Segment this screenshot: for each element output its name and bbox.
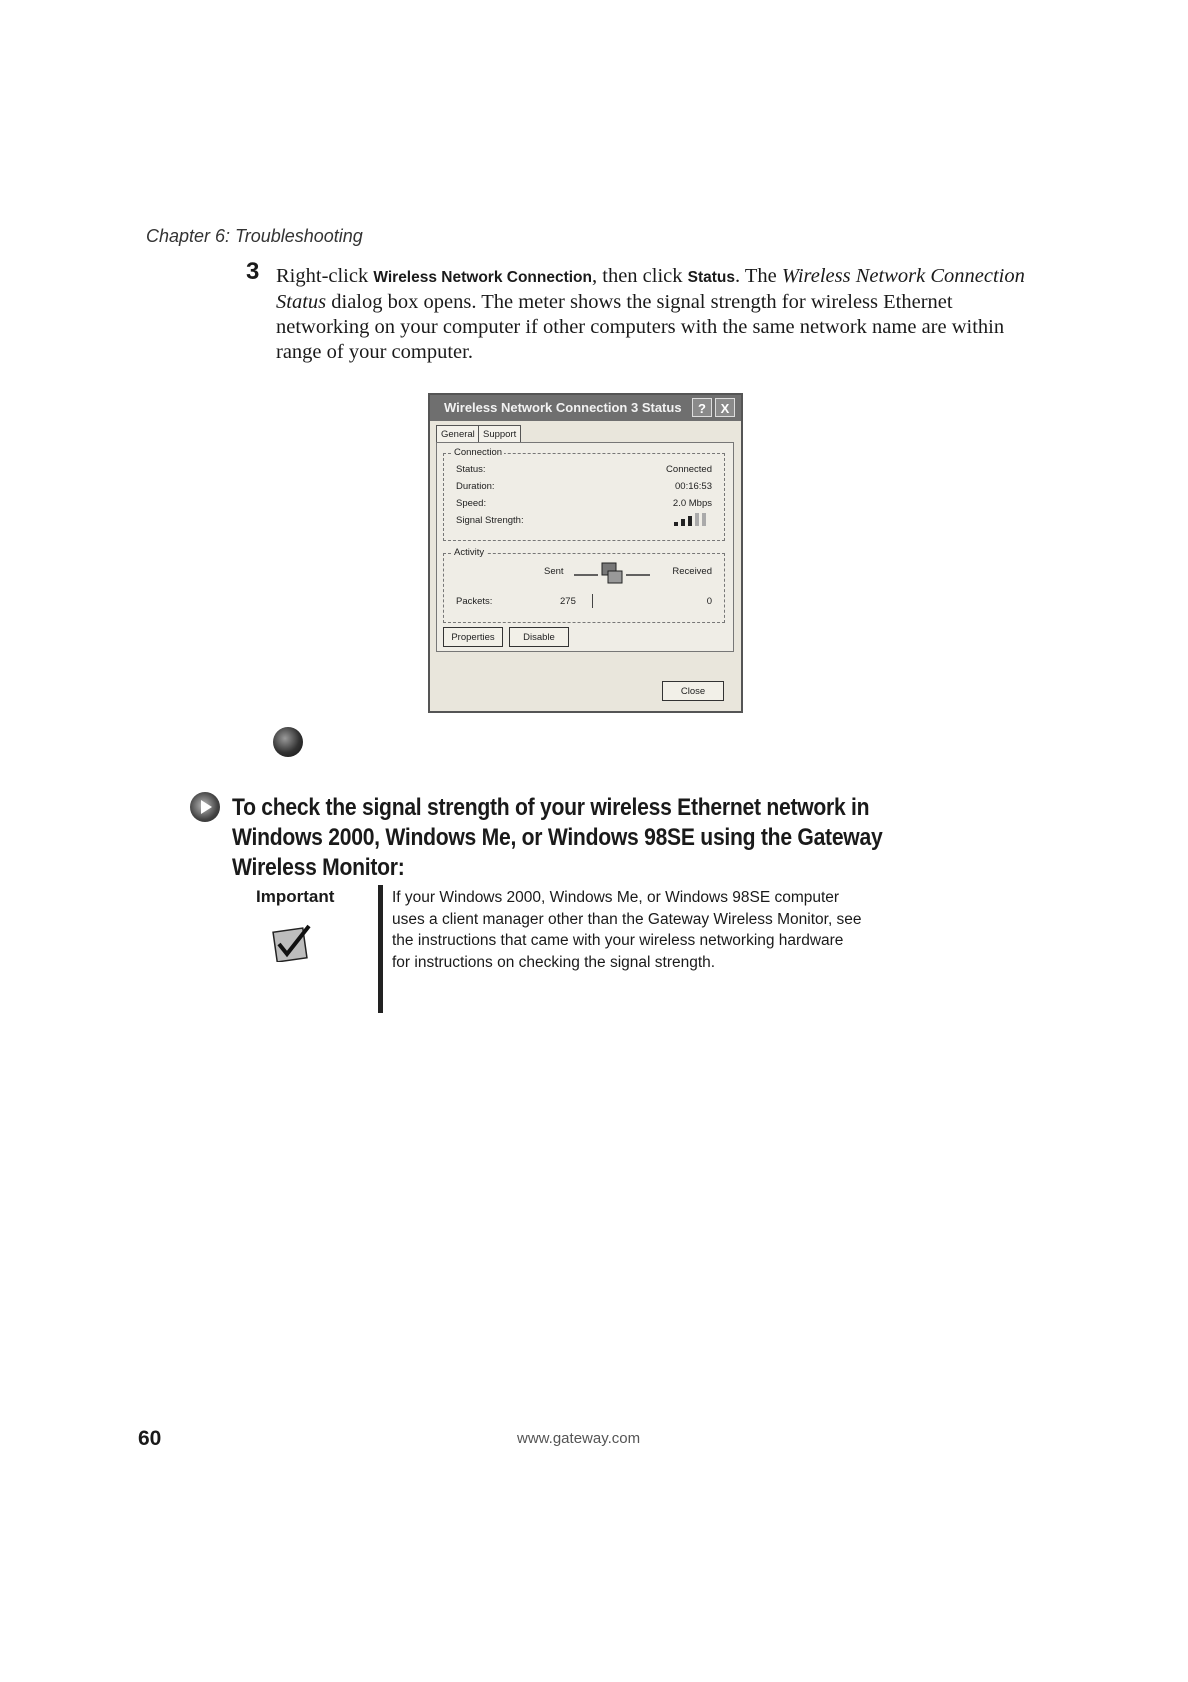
activity-group [443, 547, 725, 623]
procedure-heading: To check the signal strength of your wireless Ethernet network in Windows 2000, Windows Me, or Windows 98SE using the Gateway Wireless Monitor: [232, 794, 883, 881]
ui-term-wireless-network-connection: Wireless Network Connection [373, 269, 592, 286]
signal-bar-1 [674, 522, 678, 526]
packets-received-value: 0 [706, 596, 712, 607]
connection-group-label: Connection [454, 447, 503, 458]
step-number: 3 [246, 258, 260, 285]
general-tab-panel [436, 442, 734, 652]
important-text: If your Windows 2000, Windows Me, or Windows 98SE computer uses a client manager other than the Gateway Wireless Monitor, see the instructions that came with your wireless networking hardware for instructions on checking the signal strength. [392, 889, 862, 971]
activity-group-label: Activity [454, 547, 485, 558]
packets-sent-value: 275 [560, 596, 576, 607]
bullet-dot-icon [273, 727, 303, 757]
signal-bar-4 [695, 513, 699, 526]
signal-strength-label: Signal Strength: [456, 515, 524, 526]
step-text-part: dialog box opens. The meter shows the signal strength for wireless Ethernet networking on your computer if other computers with the same network name are within range of your computer. [276, 291, 1005, 363]
step-text-part: . The [735, 265, 782, 287]
help-button[interactable]: ? [692, 398, 712, 417]
signal-bar-2 [681, 519, 685, 526]
footer-url: www.gateway.com [517, 1430, 641, 1447]
network-computers-icon [572, 559, 652, 589]
signal-strength-meter-icon [672, 512, 712, 527]
ui-term-status: Status [687, 269, 736, 286]
step-text-part: Right-click [276, 265, 374, 287]
dialog-name-italic: Wireless Network Connection Status [276, 265, 1025, 313]
page-number: 60 [138, 1427, 162, 1450]
important-label: Important [256, 887, 335, 906]
packets-label: Packets: [456, 596, 493, 607]
procedure-arrow-icon [190, 792, 220, 822]
status-dialog-screenshot [428, 393, 743, 713]
disable-button[interactable]: Disable [509, 627, 569, 647]
step-text [276, 264, 1046, 365]
duration-value: 00:16:53 [675, 481, 712, 492]
important-bar [378, 885, 383, 1013]
speed-value: 2.0 Mbps [672, 498, 712, 509]
duration-label: Duration: [456, 481, 495, 492]
tab-general[interactable]: General [436, 425, 480, 443]
tab-support[interactable]: Support [478, 425, 521, 443]
close-icon[interactable]: X [715, 398, 735, 417]
status-label: Status: [456, 464, 486, 475]
step-text-part: , then click [592, 265, 688, 287]
properties-button[interactable]: Properties [443, 627, 503, 647]
dialog-title: Wireless Network Connection 3 Status [444, 400, 682, 415]
dialog-titlebar [430, 395, 741, 421]
sent-label: Sent [544, 566, 564, 577]
connection-group [443, 447, 725, 541]
checkmark-icon [271, 922, 313, 962]
received-label: Received [672, 566, 712, 577]
speed-label: Speed: [456, 498, 487, 509]
chapter-header: Chapter 6: Troubleshooting [146, 226, 363, 246]
signal-bar-3 [688, 516, 692, 526]
packets-divider [592, 594, 593, 608]
close-button[interactable]: Close [662, 681, 724, 701]
signal-bar-5 [702, 513, 706, 526]
status-value: Connected [666, 464, 712, 475]
